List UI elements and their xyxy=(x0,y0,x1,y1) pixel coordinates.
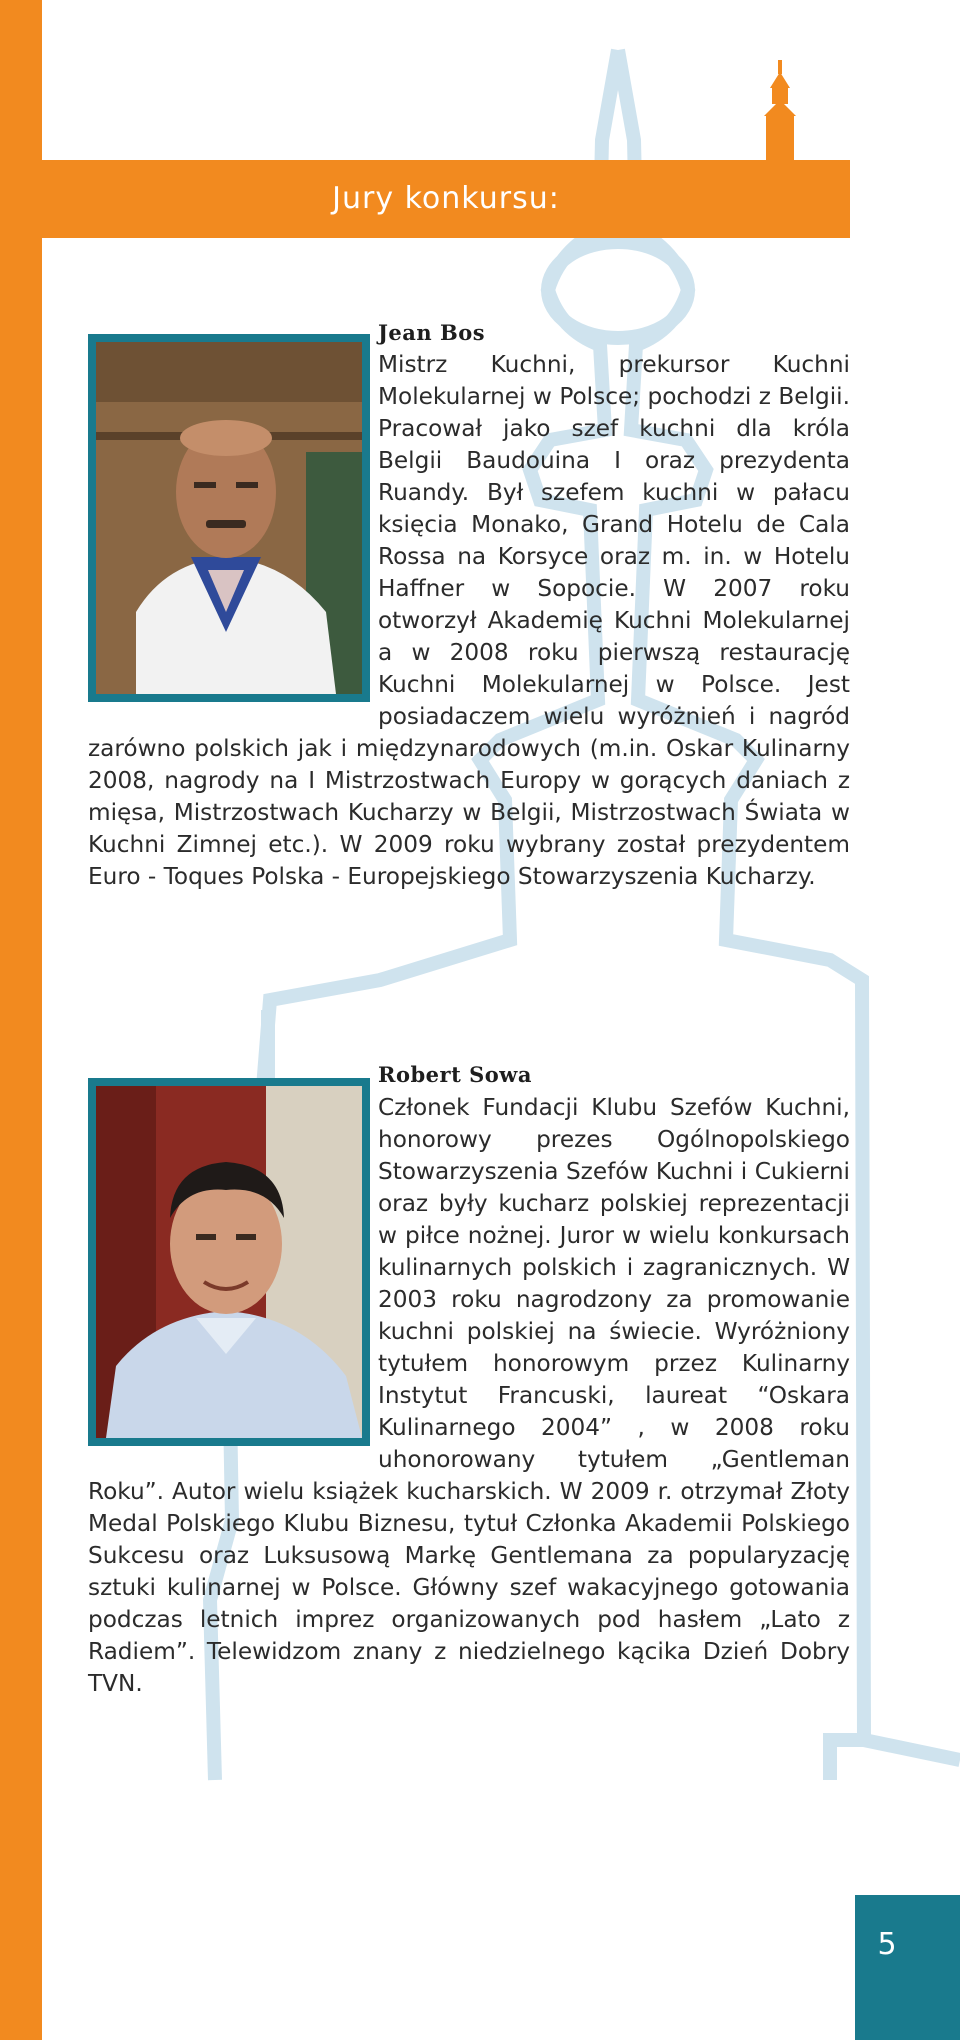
orange-tower-shape xyxy=(764,60,796,170)
photo-spacer xyxy=(88,1092,378,1473)
juror-name: Robert Sowa xyxy=(378,1062,532,1087)
photo-spacer xyxy=(88,349,378,729)
juror-bio-text: Członek Fundacji Klubu Szefów Kuchni, honorowy prezes Ogólnopolskiego Stowarzyszenia Szefów Kuchni i Cukierni oraz były kucharz polskiej reprezentacji w piłce nożnej. Juror w wielu konkursach kulinarnych polskich i zagranicznych. W 2003 roku nagrodzony za promowanie kuchni polskiej na świecie. Wyróżniony tytułem honorowym przez Kulinarny Instytut Francuski, laureat “Oskara Kulinarnego 2004” , w 2008 roku uhonorowany tytułem „Gentleman Roku”. Autor wielu książek kucharskich. W 2009 r. otrzymał Złoty Medal Polskiego Klubu Biznesu, tytuł Członka Akademii Polskiego Sukcesu oraz Luksusową Markę Gentlemana za popularyzację sztuki kulinarnej w Polsce. Główny szef wakacyjnego gotowania podczas letnich imprez organizowanych pod hasłem „Lato z Radiem”. Telewidzom znany z niedzielnego kącika Dzień Dobry TVN. xyxy=(88,1094,850,1697)
juror-bio xyxy=(88,1092,850,1700)
page-number-box xyxy=(855,1895,960,2040)
juror-bio xyxy=(88,349,850,893)
header xyxy=(42,160,850,238)
page-title: Jury konkursu: xyxy=(332,181,560,216)
orange-tower-icon xyxy=(750,60,810,170)
juror-bio-text: Mistrz Kuchni, prekursor Kuchni Molekularnej w Polsce; pochodzi z Belgii. Pracował jako szef kuchni dla króla Belgii Baudouina I oraz prezydenta Ruandy. Był szefem kuchni w pałacu księcia Monako, Grand Hotelu de Cala Rossa na Korsyce oraz m. in. w Hotelu Haffner w Sopocie. W 2007 roku otworzył Akademię Kuchni Molekularnej a w 2008 roku pierwszą restaurację Kuchni Molekularnej w Polsce. Jest posiadaczem wielu wyróżnień i nagród zarówno polskich jak i międzynarodowych (m.in. Oskar Kulinarny 2008, nagrody na I Mistrzostwach Europy w gorących daniach z mięsa, Mistrzostwach Kucharzy w Belgii, Mistrzostwach Świata w Kuchni Zimnej etc.). W 2009 roku wybrany został prezydentem Euro - Toques Polska - Europejskiego Stowarzyszenia Kucharzy. xyxy=(88,351,850,890)
page-number: 5 xyxy=(877,1927,897,1962)
juror-name: Jean Bos xyxy=(378,320,486,345)
page-number-box-fill xyxy=(855,1895,960,2040)
